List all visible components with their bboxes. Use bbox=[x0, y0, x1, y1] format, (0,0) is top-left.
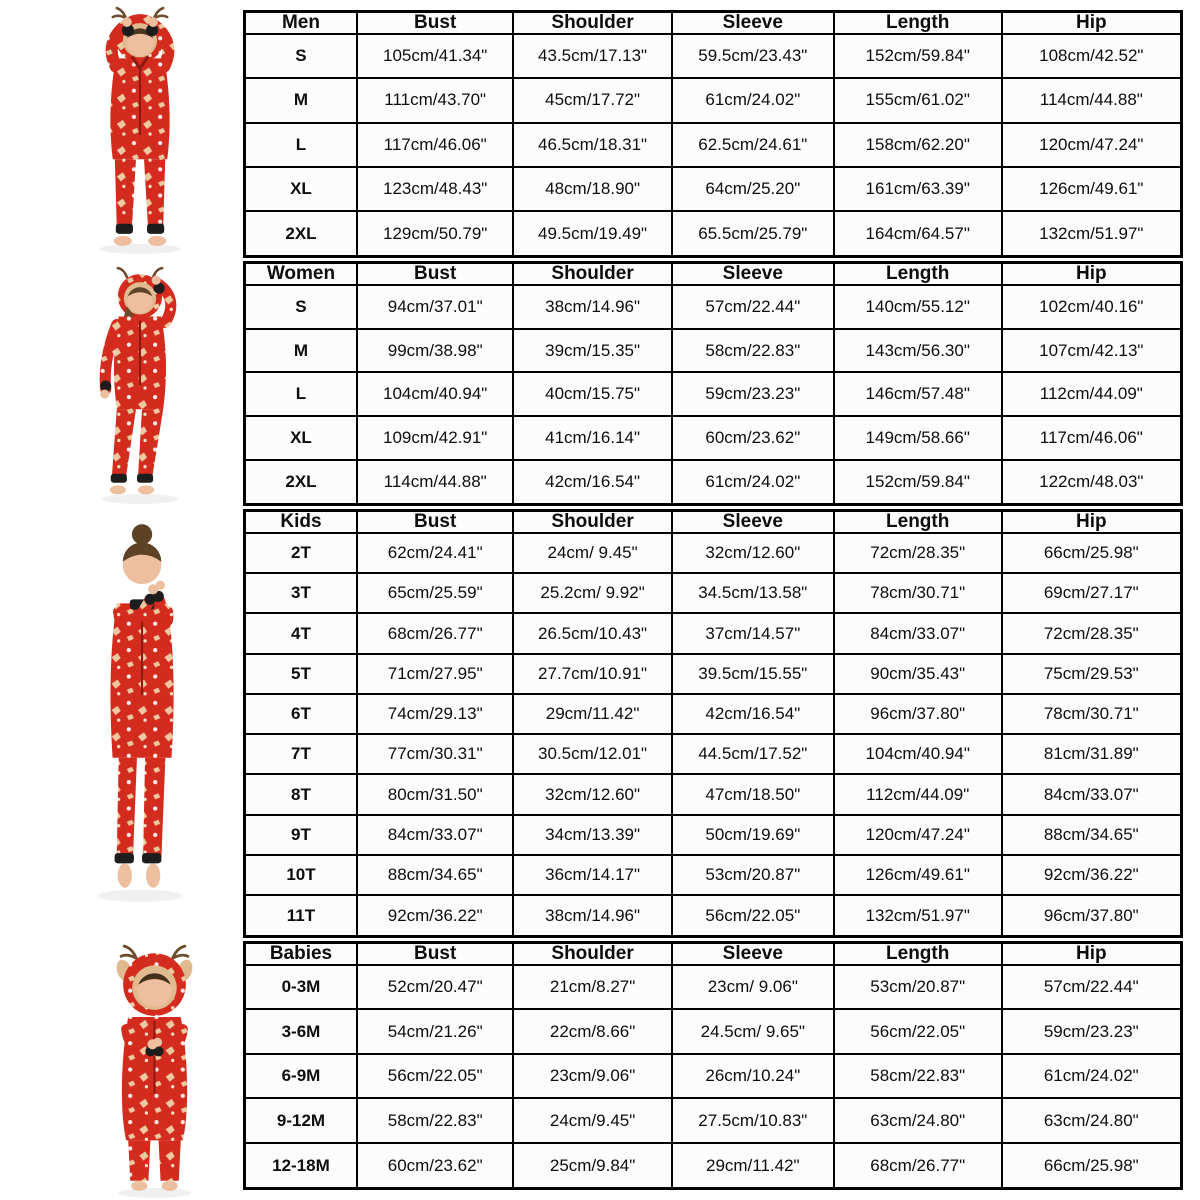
measurement-cell: 56cm/22.05" bbox=[672, 895, 834, 936]
table-row bbox=[245, 285, 1182, 329]
measurement-cell: 38cm/14.96" bbox=[513, 285, 671, 329]
table-row bbox=[245, 372, 1182, 416]
measurement-cell: 104cm/40.94" bbox=[357, 372, 513, 416]
size-label-cell: 5T bbox=[245, 654, 357, 694]
measurement-cell: 32cm/12.60" bbox=[672, 533, 834, 573]
measurement-cell: 140cm/55.12" bbox=[834, 285, 1002, 329]
measurement-cell: 60cm/23.62" bbox=[672, 416, 834, 460]
table-row bbox=[245, 1143, 1182, 1189]
measurement-cell: 68cm/26.77" bbox=[357, 613, 513, 653]
measurement-cell: 66cm/25.98" bbox=[1002, 1143, 1182, 1189]
column-header-cell: Length bbox=[834, 263, 1002, 285]
measurement-cell: 54cm/21.26" bbox=[357, 1009, 513, 1053]
measurement-cell: 34.5cm/13.58" bbox=[672, 573, 834, 613]
table-row bbox=[245, 416, 1182, 460]
measurement-cell: 62.5cm/24.61" bbox=[672, 123, 834, 167]
column-header-cell: Bust bbox=[357, 263, 513, 285]
measurement-cell: 132cm/51.97" bbox=[1002, 211, 1182, 256]
column-header-cell: Sleeve bbox=[672, 943, 834, 965]
measurement-cell: 71cm/27.95" bbox=[357, 654, 513, 694]
measurement-cell: 94cm/37.01" bbox=[357, 285, 513, 329]
measurement-cell: 24cm/ 9.45" bbox=[513, 533, 671, 573]
measurement-cell: 23cm/9.06" bbox=[513, 1054, 671, 1098]
group-header-cell: Men bbox=[245, 12, 357, 34]
baby-onesie-illustration bbox=[70, 932, 240, 1200]
measurement-cell: 78cm/30.71" bbox=[1002, 694, 1182, 734]
measurement-cell: 80cm/31.50" bbox=[357, 774, 513, 814]
measurement-cell: 105cm/41.34" bbox=[357, 34, 513, 78]
measurement-cell: 38cm/14.96" bbox=[513, 895, 671, 936]
measurement-cell: 36cm/14.17" bbox=[513, 855, 671, 895]
header-row bbox=[245, 943, 1182, 965]
measurement-cell: 23cm/ 9.06" bbox=[672, 965, 834, 1009]
measurement-cell: 63cm/24.80" bbox=[834, 1098, 1002, 1142]
table-row bbox=[245, 460, 1182, 505]
column-header-cell: Hip bbox=[1002, 263, 1182, 285]
column-header-cell: Length bbox=[834, 943, 1002, 965]
table-row bbox=[245, 123, 1182, 167]
measurement-cell: 61cm/24.02" bbox=[672, 78, 834, 122]
size-label-cell: 3-6M bbox=[245, 1009, 357, 1053]
woman-onesie-illustration bbox=[44, 260, 236, 506]
size-label-cell: L bbox=[245, 123, 357, 167]
measurement-cell: 84cm/33.07" bbox=[357, 815, 513, 855]
size-label-cell: 3T bbox=[245, 573, 357, 613]
measurement-cell: 92cm/36.22" bbox=[357, 895, 513, 936]
table-row bbox=[245, 167, 1182, 211]
measurement-cell: 122cm/48.03" bbox=[1002, 460, 1182, 505]
table-row bbox=[245, 1009, 1182, 1053]
size-label-cell: 2T bbox=[245, 533, 357, 573]
measurement-cell: 143cm/56.30" bbox=[834, 329, 1002, 373]
group-header-cell: Kids bbox=[245, 511, 357, 533]
column-header-cell: Sleeve bbox=[672, 263, 834, 285]
measurement-cell: 53cm/20.87" bbox=[672, 855, 834, 895]
size-label-cell: S bbox=[245, 285, 357, 329]
girl-onesie-illustration bbox=[42, 512, 238, 908]
measurement-cell: 68cm/26.77" bbox=[834, 1143, 1002, 1189]
measurement-cell: 26.5cm/10.43" bbox=[513, 613, 671, 653]
measurement-cell: 114cm/44.88" bbox=[1002, 78, 1182, 122]
measurement-cell: 112cm/44.09" bbox=[834, 774, 1002, 814]
measurement-cell: 72cm/28.35" bbox=[834, 533, 1002, 573]
measurement-cell: 75cm/29.53" bbox=[1002, 654, 1182, 694]
measurement-cell: 84cm/33.07" bbox=[1002, 774, 1182, 814]
measurement-cell: 60cm/23.62" bbox=[357, 1143, 513, 1189]
size-label-cell: 9T bbox=[245, 815, 357, 855]
size-label-cell: M bbox=[245, 78, 357, 122]
measurement-cell: 44.5cm/17.52" bbox=[672, 734, 834, 774]
measurement-cell: 22cm/8.66" bbox=[513, 1009, 671, 1053]
measurement-cell: 42cm/16.54" bbox=[672, 694, 834, 734]
kids-size-table-container bbox=[243, 509, 1183, 938]
measurement-cell: 21cm/8.27" bbox=[513, 965, 671, 1009]
measurement-cell: 37cm/14.57" bbox=[672, 613, 834, 653]
column-header-cell: Hip bbox=[1002, 943, 1182, 965]
table-row bbox=[245, 694, 1182, 734]
measurement-cell: 65.5cm/25.79" bbox=[672, 211, 834, 256]
table-row bbox=[245, 855, 1182, 895]
measurement-cell: 47cm/18.50" bbox=[672, 774, 834, 814]
measurement-cell: 92cm/36.22" bbox=[1002, 855, 1182, 895]
size-label-cell: 2XL bbox=[245, 460, 357, 505]
measurement-cell: 59cm/23.23" bbox=[1002, 1009, 1182, 1053]
measurement-cell: 58cm/22.83" bbox=[672, 329, 834, 373]
table-row bbox=[245, 34, 1182, 78]
man-onesie-illustration bbox=[48, 6, 232, 256]
column-header-cell: Hip bbox=[1002, 12, 1182, 34]
measurement-cell: 25cm/9.84" bbox=[513, 1143, 671, 1189]
table-row bbox=[245, 573, 1182, 613]
column-header-cell: Bust bbox=[357, 12, 513, 34]
kids-size-table bbox=[243, 509, 1183, 938]
measurement-cell: 50cm/19.69" bbox=[672, 815, 834, 855]
measurement-cell: 102cm/40.16" bbox=[1002, 285, 1182, 329]
column-header-cell: Length bbox=[834, 12, 1002, 34]
measurement-cell: 112cm/44.09" bbox=[1002, 372, 1182, 416]
measurement-cell: 58cm/22.83" bbox=[834, 1054, 1002, 1098]
girl-photo bbox=[42, 512, 238, 908]
measurement-cell: 104cm/40.94" bbox=[834, 734, 1002, 774]
measurement-cell: 161cm/63.39" bbox=[834, 167, 1002, 211]
size-label-cell: 7T bbox=[245, 734, 357, 774]
measurement-cell: 77cm/30.31" bbox=[357, 734, 513, 774]
measurement-cell: 24.5cm/ 9.65" bbox=[672, 1009, 834, 1053]
measurement-cell: 164cm/64.57" bbox=[834, 211, 1002, 256]
size-label-cell: XL bbox=[245, 416, 357, 460]
column-header-cell: Hip bbox=[1002, 511, 1182, 533]
table-row bbox=[245, 1098, 1182, 1142]
measurement-cell: 81cm/31.89" bbox=[1002, 734, 1182, 774]
measurement-cell: 149cm/58.66" bbox=[834, 416, 1002, 460]
table-row bbox=[245, 329, 1182, 373]
measurement-cell: 53cm/20.87" bbox=[834, 965, 1002, 1009]
measurement-cell: 65cm/25.59" bbox=[357, 573, 513, 613]
table-row bbox=[245, 734, 1182, 774]
babies-size-table-container bbox=[243, 941, 1183, 1190]
measurement-cell: 120cm/47.24" bbox=[834, 815, 1002, 855]
header-row bbox=[245, 263, 1182, 285]
table-row bbox=[245, 774, 1182, 814]
woman-photo bbox=[44, 260, 236, 506]
measurement-cell: 56cm/22.05" bbox=[834, 1009, 1002, 1053]
column-header-cell: Length bbox=[834, 511, 1002, 533]
size-label-cell: 12-18M bbox=[245, 1143, 357, 1189]
size-label-cell: 9-12M bbox=[245, 1098, 357, 1142]
measurement-cell: 59.5cm/23.43" bbox=[672, 34, 834, 78]
measurement-cell: 32cm/12.60" bbox=[513, 774, 671, 814]
measurement-cell: 57cm/22.44" bbox=[1002, 965, 1182, 1009]
measurement-cell: 66cm/25.98" bbox=[1002, 533, 1182, 573]
measurement-cell: 39.5cm/15.55" bbox=[672, 654, 834, 694]
men-size-table-container bbox=[243, 10, 1183, 258]
column-header-cell: Bust bbox=[357, 511, 513, 533]
measurement-cell: 126cm/49.61" bbox=[834, 855, 1002, 895]
measurement-cell: 126cm/49.61" bbox=[1002, 167, 1182, 211]
measurement-cell: 78cm/30.71" bbox=[834, 573, 1002, 613]
measurement-cell: 48cm/18.90" bbox=[513, 167, 671, 211]
measurement-cell: 72cm/28.35" bbox=[1002, 613, 1182, 653]
measurement-cell: 43.5cm/17.13" bbox=[513, 34, 671, 78]
measurement-cell: 57cm/22.44" bbox=[672, 285, 834, 329]
table-row bbox=[245, 613, 1182, 653]
table-row bbox=[245, 78, 1182, 122]
column-header-cell: Shoulder bbox=[513, 12, 671, 34]
measurement-cell: 30.5cm/12.01" bbox=[513, 734, 671, 774]
babies-size-table bbox=[243, 941, 1183, 1190]
table-row bbox=[245, 895, 1182, 936]
measurement-cell: 132cm/51.97" bbox=[834, 895, 1002, 936]
table-row bbox=[245, 211, 1182, 256]
measurement-cell: 46.5cm/18.31" bbox=[513, 123, 671, 167]
measurement-cell: 96cm/37.80" bbox=[1002, 895, 1182, 936]
measurement-cell: 117cm/46.06" bbox=[1002, 416, 1182, 460]
measurement-cell: 39cm/15.35" bbox=[513, 329, 671, 373]
size-label-cell: 0-3M bbox=[245, 965, 357, 1009]
measurement-cell: 90cm/35.43" bbox=[834, 654, 1002, 694]
measurement-cell: 42cm/16.54" bbox=[513, 460, 671, 505]
measurement-cell: 58cm/22.83" bbox=[357, 1098, 513, 1142]
measurement-cell: 69cm/27.17" bbox=[1002, 573, 1182, 613]
size-label-cell: 8T bbox=[245, 774, 357, 814]
header-row bbox=[245, 511, 1182, 533]
measurement-cell: 117cm/46.06" bbox=[357, 123, 513, 167]
measurement-cell: 107cm/42.13" bbox=[1002, 329, 1182, 373]
measurement-cell: 99cm/38.98" bbox=[357, 329, 513, 373]
measurement-cell: 158cm/62.20" bbox=[834, 123, 1002, 167]
measurement-cell: 61cm/24.02" bbox=[1002, 1054, 1182, 1098]
measurement-cell: 49.5cm/19.49" bbox=[513, 211, 671, 256]
column-header-cell: Shoulder bbox=[513, 263, 671, 285]
men-size-table bbox=[243, 10, 1183, 258]
man-photo bbox=[48, 6, 232, 256]
measurement-cell: 129cm/50.79" bbox=[357, 211, 513, 256]
table-row bbox=[245, 965, 1182, 1009]
measurement-cell: 29cm/11.42" bbox=[513, 694, 671, 734]
group-header-cell: Women bbox=[245, 263, 357, 285]
measurement-cell: 155cm/61.02" bbox=[834, 78, 1002, 122]
size-label-cell: S bbox=[245, 34, 357, 78]
measurement-cell: 27.5cm/10.83" bbox=[672, 1098, 834, 1142]
women-size-table bbox=[243, 261, 1183, 506]
size-label-cell: 6T bbox=[245, 694, 357, 734]
measurement-cell: 120cm/47.24" bbox=[1002, 123, 1182, 167]
size-label-cell: XL bbox=[245, 167, 357, 211]
measurement-cell: 152cm/59.84" bbox=[834, 460, 1002, 505]
size-label-cell: M bbox=[245, 329, 357, 373]
measurement-cell: 62cm/24.41" bbox=[357, 533, 513, 573]
measurement-cell: 109cm/42.91" bbox=[357, 416, 513, 460]
header-row bbox=[245, 12, 1182, 34]
size-label-cell: 4T bbox=[245, 613, 357, 653]
measurement-cell: 61cm/24.02" bbox=[672, 460, 834, 505]
measurement-cell: 63cm/24.80" bbox=[1002, 1098, 1182, 1142]
measurement-cell: 29cm/11.42" bbox=[672, 1143, 834, 1189]
table-row bbox=[245, 1054, 1182, 1098]
measurement-cell: 88cm/34.65" bbox=[357, 855, 513, 895]
measurement-cell: 123cm/48.43" bbox=[357, 167, 513, 211]
table-row bbox=[245, 815, 1182, 855]
measurement-cell: 34cm/13.39" bbox=[513, 815, 671, 855]
column-header-cell: Sleeve bbox=[672, 12, 834, 34]
measurement-cell: 88cm/34.65" bbox=[1002, 815, 1182, 855]
group-header-cell: Babies bbox=[245, 943, 357, 965]
column-header-cell: Shoulder bbox=[513, 511, 671, 533]
measurement-cell: 84cm/33.07" bbox=[834, 613, 1002, 653]
size-label-cell: 6-9M bbox=[245, 1054, 357, 1098]
measurement-cell: 25.2cm/ 9.92" bbox=[513, 573, 671, 613]
column-header-cell: Bust bbox=[357, 943, 513, 965]
size-label-cell: L bbox=[245, 372, 357, 416]
measurement-cell: 26cm/10.24" bbox=[672, 1054, 834, 1098]
column-header-cell: Shoulder bbox=[513, 943, 671, 965]
measurement-cell: 108cm/42.52" bbox=[1002, 34, 1182, 78]
measurement-cell: 24cm/9.45" bbox=[513, 1098, 671, 1142]
measurement-cell: 114cm/44.88" bbox=[357, 460, 513, 505]
size-label-cell: 10T bbox=[245, 855, 357, 895]
size-label-cell: 2XL bbox=[245, 211, 357, 256]
measurement-cell: 152cm/59.84" bbox=[834, 34, 1002, 78]
measurement-cell: 59cm/23.23" bbox=[672, 372, 834, 416]
size-label-cell: 11T bbox=[245, 895, 357, 936]
measurement-cell: 52cm/20.47" bbox=[357, 965, 513, 1009]
table-row bbox=[245, 533, 1182, 573]
baby-photo bbox=[70, 932, 240, 1200]
table-row bbox=[245, 654, 1182, 694]
measurement-cell: 45cm/17.72" bbox=[513, 78, 671, 122]
measurement-cell: 74cm/29.13" bbox=[357, 694, 513, 734]
column-header-cell: Sleeve bbox=[672, 511, 834, 533]
measurement-cell: 56cm/22.05" bbox=[357, 1054, 513, 1098]
measurement-cell: 27.7cm/10.91" bbox=[513, 654, 671, 694]
measurement-cell: 64cm/25.20" bbox=[672, 167, 834, 211]
measurement-cell: 96cm/37.80" bbox=[834, 694, 1002, 734]
women-size-table-container bbox=[243, 261, 1183, 506]
measurement-cell: 41cm/16.14" bbox=[513, 416, 671, 460]
measurement-cell: 40cm/15.75" bbox=[513, 372, 671, 416]
measurement-cell: 146cm/57.48" bbox=[834, 372, 1002, 416]
measurement-cell: 111cm/43.70" bbox=[357, 78, 513, 122]
